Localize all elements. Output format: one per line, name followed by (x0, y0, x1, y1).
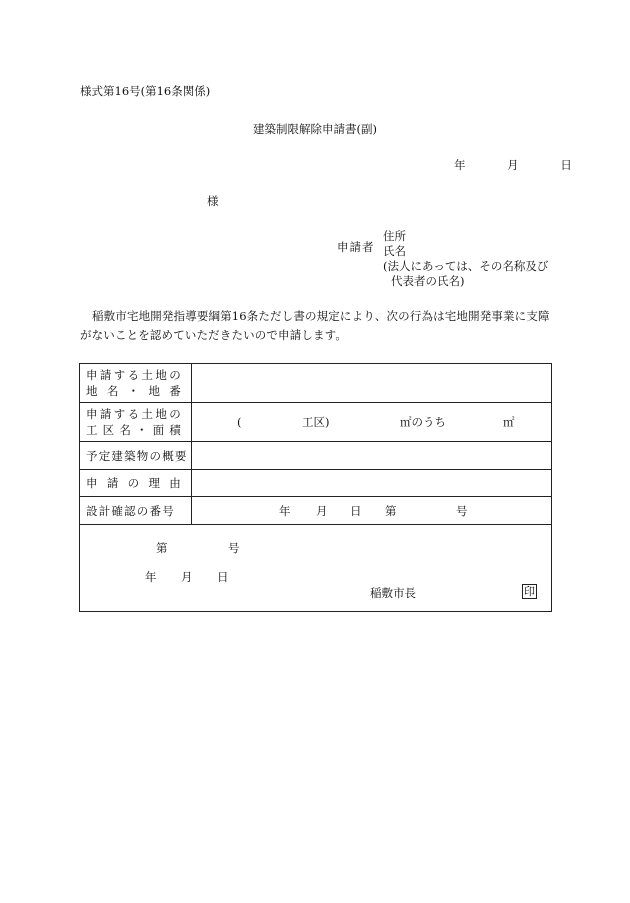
land-location-label (80, 364, 192, 403)
table-row-ward-area (80, 403, 552, 442)
confirmation-month-label: 月 (316, 503, 328, 518)
land-location-field[interactable] (192, 364, 552, 403)
date-month-label: 月 (507, 158, 519, 172)
table-row-land-location (80, 364, 552, 403)
applicant-corporate-note-2: 代表者の氏名) (391, 274, 465, 288)
label-line: 申 請 す る 土 地 の (86, 368, 182, 382)
form-number: 様式第16号(第16条関係) (80, 84, 211, 98)
table-row-building-outline (80, 442, 552, 470)
date-line (454, 157, 572, 173)
building-outline-field[interactable] (192, 442, 552, 470)
label-line: 地 名 ・ 地 番 (86, 384, 182, 398)
table-row-design-confirmation (80, 497, 552, 525)
applicant-label: 申請者 (337, 240, 375, 254)
mayor-label: 稲敷市長 (370, 586, 416, 600)
ward-suffix: 工区) (302, 415, 330, 429)
label-line: 申 請 の 理 由 (86, 476, 182, 490)
design-confirmation-field[interactable] (192, 497, 552, 525)
ward-area-field[interactable] (192, 403, 552, 442)
reason-field[interactable] (192, 470, 552, 497)
reason-label (80, 470, 192, 497)
ward-area-label (80, 403, 192, 442)
building-outline-label: 予定建築物の概要 (80, 442, 192, 470)
confirmation-dai-label: 第 (385, 503, 397, 518)
area-unit-label: ㎡ (503, 415, 515, 429)
approval-cell (80, 525, 552, 612)
approval-dai-label: 第 (156, 541, 168, 555)
addressee-suffix: 様 (207, 194, 219, 208)
approval-day-label: 日 (217, 570, 229, 584)
confirmation-day-label: 日 (350, 503, 362, 518)
approval-go-label: 号 (228, 541, 240, 555)
design-confirmation-label: 設計確認の番号 (80, 497, 192, 525)
label-line: 工 区 名 ・ 面 積 (86, 423, 182, 437)
approval-year-label: 年 (145, 570, 157, 584)
date-year-label: 年 (454, 158, 466, 172)
applicant-name-label: 氏名 (383, 244, 406, 258)
body-text: 稲敷市宅地開発指導要綱第16条ただし書の規定により、次の行為は宅地開発事業に支障がないことを認めていただきたいので申請します。 (80, 309, 550, 342)
applicant-details (383, 229, 548, 289)
date-day-label: 日 (560, 158, 572, 172)
application-table (79, 363, 552, 612)
seal-mark: 印 (524, 585, 535, 598)
applicant-corporate-note-1: (法人にあっては、その名称及び (383, 259, 549, 273)
label-line: 申 請 す る 土 地 の (86, 407, 182, 421)
applicant-address-label: 住所 (383, 229, 406, 243)
area-of-label: ㎡のうち (400, 415, 446, 429)
paren-open: ( (237, 415, 242, 429)
approval-month-label: 月 (181, 570, 193, 584)
table-row-reason (80, 470, 552, 497)
table-row-approval (80, 525, 552, 612)
confirmation-go-label: 号 (456, 503, 468, 518)
document-title: 建築制限解除申請書(副) (253, 122, 377, 136)
confirmation-year-label: 年 (279, 503, 291, 518)
